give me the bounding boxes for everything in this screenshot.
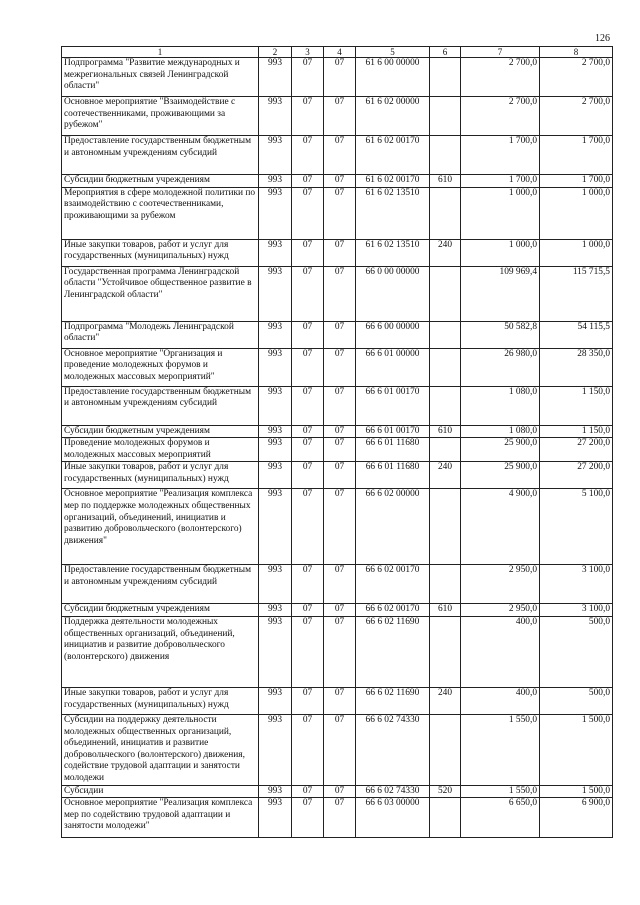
- row-name-cell: Проведение молодежных форумов и молодежных массовых мероприятий: [62, 438, 259, 462]
- row-value-cell: 07: [324, 348, 356, 386]
- row-value-cell: [430, 616, 461, 687]
- row-value-cell: 61 6 02 00170: [356, 136, 430, 175]
- row-value-cell: 66 6 00 00000: [356, 321, 430, 348]
- row-value-cell: 07: [292, 604, 324, 617]
- row-value-cell: 115 715,5: [540, 266, 613, 321]
- row-value-cell: 07: [292, 136, 324, 175]
- row-value-cell: 07: [292, 386, 324, 425]
- row-value-cell: 07: [324, 462, 356, 489]
- row-value-cell: 07: [324, 565, 356, 604]
- row-value-cell: 66 6 02 74330: [356, 785, 430, 798]
- row-name-cell: Основное мероприятие "Реализация комплекса мер по поддержке молодежных общественных организаций, объединений, инициатив и развитию добровольческого (волонтерского) движения": [62, 489, 259, 565]
- row-value-cell: 07: [324, 438, 356, 462]
- row-value-cell: 07: [324, 714, 356, 785]
- row-name-cell: Подпрограмма "Развитие международных и межрегиональных связей Ленинградской области": [62, 58, 259, 97]
- row-value-cell: 07: [324, 687, 356, 714]
- row-value-cell: 4 900,0: [461, 489, 540, 565]
- row-value-cell: 26 980,0: [461, 348, 540, 386]
- row-value-cell: 07: [292, 798, 324, 838]
- row-value-cell: 1 000,0: [540, 187, 613, 239]
- row-value-cell: 1 700,0: [461, 175, 540, 188]
- row-value-cell: 07: [324, 785, 356, 798]
- row-name-cell: Иные закупки товаров, работ и услуг для государственных (муниципальных) нужд: [62, 687, 259, 714]
- row-value-cell: 07: [292, 239, 324, 266]
- row-value-cell: 400,0: [461, 687, 540, 714]
- table-row: [62, 58, 613, 97]
- row-value-cell: 993: [259, 785, 292, 798]
- table-row: [62, 97, 613, 136]
- row-value-cell: 07: [292, 348, 324, 386]
- row-value-cell: 66 6 02 00000: [356, 489, 430, 565]
- row-value-cell: 07: [292, 462, 324, 489]
- page-number: 126: [595, 33, 610, 44]
- row-value-cell: 07: [324, 266, 356, 321]
- row-value-cell: 1 080,0: [461, 425, 540, 438]
- row-value-cell: 07: [292, 187, 324, 239]
- column-header: 2: [259, 47, 292, 58]
- row-value-cell: 28 350,0: [540, 348, 613, 386]
- row-value-cell: 993: [259, 386, 292, 425]
- row-name-cell: Основное мероприятие "Взаимодействие с соотечественниками, проживающими за рубежом": [62, 97, 259, 136]
- row-value-cell: 07: [292, 97, 324, 136]
- row-value-cell: 07: [324, 425, 356, 438]
- row-value-cell: [430, 714, 461, 785]
- row-value-cell: 66 6 02 00170: [356, 565, 430, 604]
- row-value-cell: 993: [259, 462, 292, 489]
- column-header: 8: [540, 47, 613, 58]
- table-row: [62, 136, 613, 175]
- row-value-cell: [430, 187, 461, 239]
- column-header: 1: [62, 47, 259, 58]
- row-value-cell: 500,0: [540, 616, 613, 687]
- row-value-cell: 993: [259, 266, 292, 321]
- row-value-cell: 6 900,0: [540, 798, 613, 838]
- row-value-cell: 400,0: [461, 616, 540, 687]
- row-value-cell: 54 115,5: [540, 321, 613, 348]
- row-value-cell: 27 200,0: [540, 462, 613, 489]
- row-value-cell: 66 6 02 11690: [356, 687, 430, 714]
- row-name-cell: Субсидии: [62, 785, 259, 798]
- table-row: [62, 565, 613, 604]
- row-value-cell: 993: [259, 438, 292, 462]
- row-value-cell: 993: [259, 239, 292, 266]
- row-value-cell: [430, 438, 461, 462]
- row-value-cell: 66 6 03 00000: [356, 798, 430, 838]
- row-value-cell: 66 6 01 11680: [356, 438, 430, 462]
- row-value-cell: 66 6 01 00170: [356, 425, 430, 438]
- row-value-cell: 1 000,0: [461, 187, 540, 239]
- row-value-cell: 993: [259, 58, 292, 97]
- row-value-cell: 1 080,0: [461, 386, 540, 425]
- row-value-cell: 1 150,0: [540, 425, 613, 438]
- table-row: [62, 785, 613, 798]
- table-row: [62, 175, 613, 188]
- row-value-cell: 993: [259, 565, 292, 604]
- row-value-cell: 2 950,0: [461, 565, 540, 604]
- row-value-cell: 66 0 00 00000: [356, 266, 430, 321]
- table-header-row: [62, 47, 613, 58]
- row-value-cell: 993: [259, 348, 292, 386]
- row-value-cell: 07: [324, 58, 356, 97]
- row-value-cell: 66 6 01 11680: [356, 462, 430, 489]
- row-value-cell: 2 700,0: [540, 97, 613, 136]
- row-value-cell: 07: [324, 97, 356, 136]
- row-value-cell: 993: [259, 798, 292, 838]
- row-value-cell: 993: [259, 321, 292, 348]
- row-value-cell: 610: [430, 175, 461, 188]
- row-name-cell: Поддержка деятельности молодежных общественных организаций, объединений, инициатив и развитие добровольческого (волонтерского) движения: [62, 616, 259, 687]
- row-value-cell: 1 500,0: [540, 785, 613, 798]
- table-row: [62, 604, 613, 617]
- row-value-cell: 993: [259, 425, 292, 438]
- row-name-cell: Государственная программа Ленинградской области "Устойчивое общественное развитие в Ленинградской области": [62, 266, 259, 321]
- row-value-cell: [430, 798, 461, 838]
- row-value-cell: 07: [292, 438, 324, 462]
- row-value-cell: 1 550,0: [461, 714, 540, 785]
- row-value-cell: 993: [259, 687, 292, 714]
- row-value-cell: [430, 565, 461, 604]
- row-value-cell: 1 000,0: [461, 239, 540, 266]
- row-value-cell: 07: [292, 425, 324, 438]
- row-value-cell: 240: [430, 239, 461, 266]
- row-value-cell: 61 6 02 00170: [356, 175, 430, 188]
- row-name-cell: Субсидии бюджетным учреждениям: [62, 175, 259, 188]
- row-value-cell: 07: [324, 136, 356, 175]
- row-value-cell: 2 950,0: [461, 604, 540, 617]
- row-value-cell: 993: [259, 489, 292, 565]
- row-name-cell: Основное мероприятие "Реализация комплекса мер по содействию трудовой адаптации и занятости молодежи": [62, 798, 259, 838]
- row-value-cell: 520: [430, 785, 461, 798]
- row-value-cell: 07: [324, 187, 356, 239]
- row-value-cell: 07: [324, 489, 356, 565]
- row-value-cell: 07: [292, 489, 324, 565]
- row-value-cell: 07: [292, 687, 324, 714]
- table-row: [62, 462, 613, 489]
- row-value-cell: 1 000,0: [540, 239, 613, 266]
- table-row: [62, 687, 613, 714]
- row-value-cell: 6 650,0: [461, 798, 540, 838]
- row-value-cell: 07: [324, 798, 356, 838]
- row-value-cell: 610: [430, 604, 461, 617]
- row-value-cell: 1 700,0: [540, 175, 613, 188]
- row-name-cell: Подпрограмма "Молодежь Ленинградской области": [62, 321, 259, 348]
- row-name-cell: Основное мероприятие "Организация и проведение молодежных форумов и молодежных массовых мероприятий": [62, 348, 259, 386]
- row-value-cell: 109 969,4: [461, 266, 540, 321]
- row-value-cell: 610: [430, 425, 461, 438]
- row-value-cell: 66 6 01 00170: [356, 386, 430, 425]
- row-value-cell: 1 550,0: [461, 785, 540, 798]
- row-value-cell: 2 700,0: [461, 97, 540, 136]
- table-row: [62, 438, 613, 462]
- row-value-cell: 61 6 00 00000: [356, 58, 430, 97]
- row-value-cell: 61 6 02 13510: [356, 187, 430, 239]
- row-value-cell: 07: [292, 321, 324, 348]
- row-value-cell: 993: [259, 604, 292, 617]
- budget-table: [61, 46, 613, 838]
- row-value-cell: 1 150,0: [540, 386, 613, 425]
- row-value-cell: 993: [259, 714, 292, 785]
- row-value-cell: 07: [292, 714, 324, 785]
- column-header: 6: [430, 47, 461, 58]
- row-name-cell: Субсидии на поддержку деятельности молодежных общественных организаций, объединений, инициатив и развитие добровольческого (волонтерского) движения, содействие трудовой адаптации и занятости молодежи: [62, 714, 259, 785]
- row-name-cell: Предоставление государственным бюджетным и автономным учреждениям субсидий: [62, 136, 259, 175]
- table-row: [62, 489, 613, 565]
- table-row: [62, 714, 613, 785]
- row-value-cell: 66 6 02 74330: [356, 714, 430, 785]
- row-value-cell: 07: [324, 321, 356, 348]
- row-value-cell: [430, 58, 461, 97]
- row-value-cell: 07: [292, 785, 324, 798]
- row-value-cell: 500,0: [540, 687, 613, 714]
- row-value-cell: 3 100,0: [540, 565, 613, 604]
- row-value-cell: 07: [324, 239, 356, 266]
- row-value-cell: 07: [324, 604, 356, 617]
- row-value-cell: 07: [292, 616, 324, 687]
- row-value-cell: 25 900,0: [461, 462, 540, 489]
- row-value-cell: 27 200,0: [540, 438, 613, 462]
- row-value-cell: 1 500,0: [540, 714, 613, 785]
- row-value-cell: 50 582,8: [461, 321, 540, 348]
- row-value-cell: 2 700,0: [540, 58, 613, 97]
- row-value-cell: 993: [259, 616, 292, 687]
- row-name-cell: Субсидии бюджетным учреждениям: [62, 604, 259, 617]
- row-value-cell: 66 6 02 11690: [356, 616, 430, 687]
- row-value-cell: [430, 97, 461, 136]
- column-header: 4: [324, 47, 356, 58]
- row-value-cell: 1 700,0: [461, 136, 540, 175]
- table-row: [62, 321, 613, 348]
- row-name-cell: Иные закупки товаров, работ и услуг для государственных (муниципальных) нужд: [62, 239, 259, 266]
- row-value-cell: 993: [259, 97, 292, 136]
- row-value-cell: [430, 386, 461, 425]
- row-value-cell: [430, 266, 461, 321]
- row-value-cell: 3 100,0: [540, 604, 613, 617]
- row-value-cell: 66 6 02 00170: [356, 604, 430, 617]
- row-value-cell: 240: [430, 462, 461, 489]
- row-value-cell: 5 100,0: [540, 489, 613, 565]
- table-row: [62, 386, 613, 425]
- column-header: 3: [292, 47, 324, 58]
- row-value-cell: 07: [292, 266, 324, 321]
- row-value-cell: 25 900,0: [461, 438, 540, 462]
- row-name-cell: Субсидии бюджетным учреждениям: [62, 425, 259, 438]
- column-header: 5: [356, 47, 430, 58]
- row-name-cell: Предоставление государственным бюджетным и автономным учреждениям субсидий: [62, 565, 259, 604]
- row-value-cell: 07: [324, 175, 356, 188]
- row-value-cell: 1 700,0: [540, 136, 613, 175]
- row-value-cell: 2 700,0: [461, 58, 540, 97]
- row-value-cell: 240: [430, 687, 461, 714]
- row-value-cell: [430, 489, 461, 565]
- table-row: [62, 425, 613, 438]
- table-row: [62, 266, 613, 321]
- row-name-cell: Иные закупки товаров, работ и услуг для государственных (муниципальных) нужд: [62, 462, 259, 489]
- table-row: [62, 239, 613, 266]
- row-value-cell: 07: [292, 58, 324, 97]
- row-name-cell: Предоставление государственным бюджетным и автономным учреждениям субсидий: [62, 386, 259, 425]
- row-value-cell: 07: [292, 565, 324, 604]
- row-value-cell: [430, 321, 461, 348]
- column-header: 7: [461, 47, 540, 58]
- table-row: [62, 348, 613, 386]
- table-row: [62, 187, 613, 239]
- row-value-cell: 07: [324, 386, 356, 425]
- row-value-cell: 993: [259, 136, 292, 175]
- row-value-cell: 993: [259, 175, 292, 188]
- row-value-cell: 07: [292, 175, 324, 188]
- row-value-cell: [430, 136, 461, 175]
- table-row: [62, 616, 613, 687]
- row-value-cell: 993: [259, 187, 292, 239]
- row-value-cell: 07: [324, 616, 356, 687]
- row-name-cell: Мероприятия в сфере молодежной политики по взаимодействию с соотечественниками, проживающими за рубежом: [62, 187, 259, 239]
- row-value-cell: 61 6 02 13510: [356, 239, 430, 266]
- row-value-cell: 61 6 02 00000: [356, 97, 430, 136]
- row-value-cell: 66 6 01 00000: [356, 348, 430, 386]
- row-value-cell: [430, 348, 461, 386]
- table-row: [62, 798, 613, 838]
- table-body: [62, 58, 613, 838]
